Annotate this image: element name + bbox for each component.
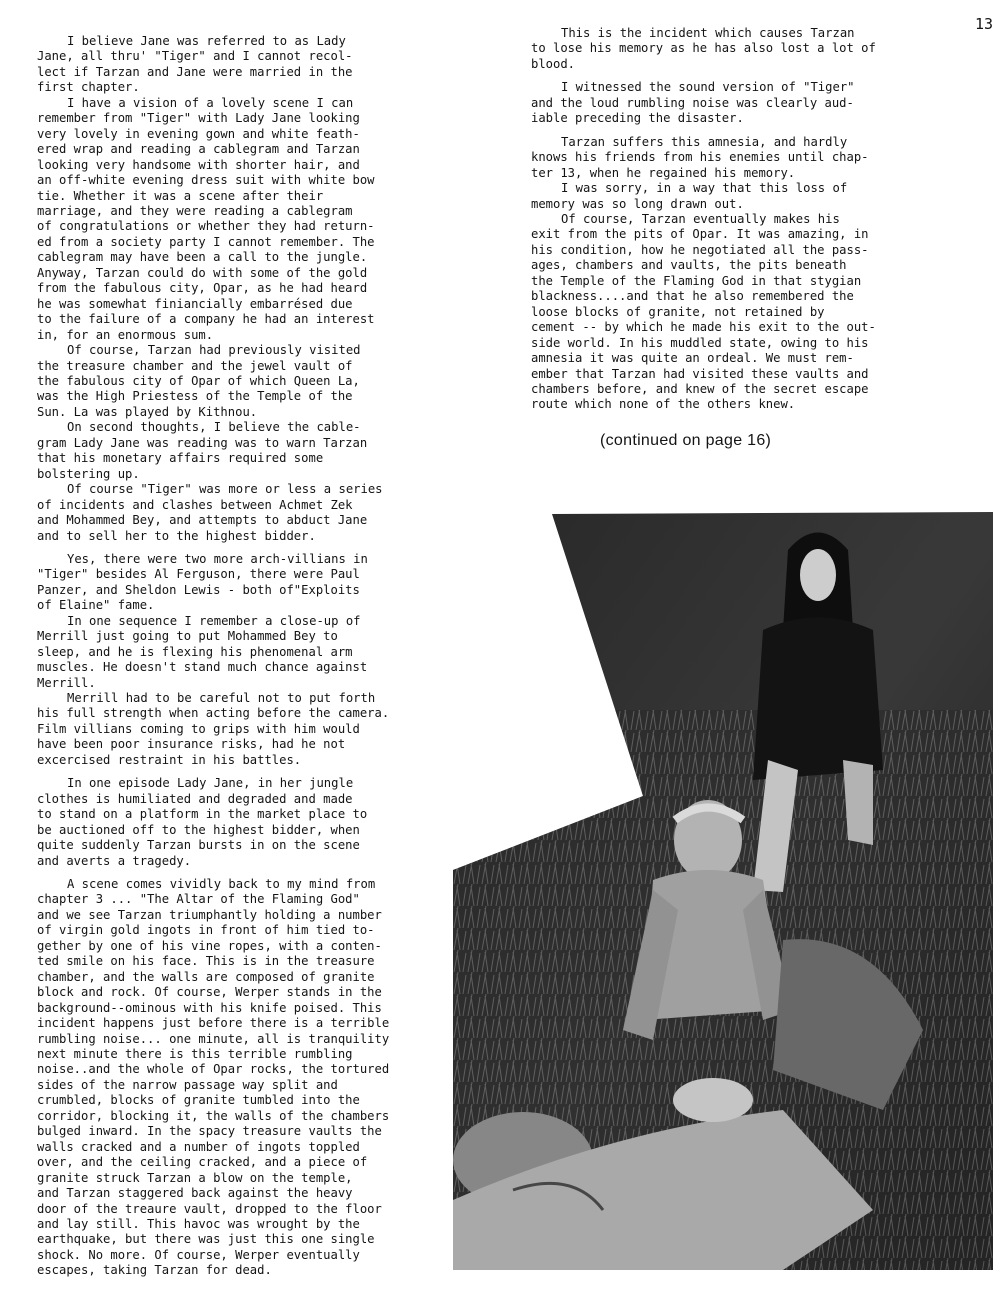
- paragraph: Of course "Tiger" was more or less a series of incidents and clashes between Achmet Zek and Mohammed Bey, and attempts to abduct Jane and to sell her to the highest bidder.: [37, 482, 383, 543]
- paragraph: This is the incident which causes Tarzan to lose his memory as he has also lost a lot of blood.: [531, 26, 876, 71]
- paragraph: On second thoughts, I believe the cable- gram Lady Jane was reading was to warn Tarzan that his monetary affairs required some bolstering up.: [37, 420, 368, 481]
- left-text-column: [37, 34, 417, 1279]
- paragraph: Yes, there were two more arch-villians in "Tiger" besides Al Ferguson, there were Paul Panzer, and Sheldon Lewis - both of"Exploits of Elaine" fame.: [37, 551, 368, 613]
- continued-note: (continued on page 16): [600, 432, 772, 449]
- paragraph: I have a vision of a lovely scene I can remember from "Tiger" with Lady Jane looking very lovely in evening gown and white feath- ered wrap and reading a cablegram and Tarzan looking very handsome with shorter hair, and an off-white evening dress suit with white bow tie. Whether it was a scene after their marriage, and they were reading a cablegram of congratulations or whether they had return- ed from a society party I cannot remember. The cablegram may have been a call to the jungle. Anyway, Tarzan could do with some of the gold from the fabulous city, Opar, as he had heard he was somewhat finiancially embarrésed due to the failure of a company he had an interest in, for an enormous sum.: [37, 95, 375, 342]
- paragraph: I witnessed the sound version of "Tiger" and the loud rumbling noise was clearly aud- iable preceding the disaster.: [531, 80, 855, 126]
- paragraph: I believe Jane was referred to as Lady Jane, all thru' "Tiger" and I cannot recol- lect if Tarzan and Jane were married in the first chapter.: [37, 34, 353, 95]
- paragraph: I was sorry, in a way that this loss of memory was so long drawn out.: [531, 181, 848, 211]
- right-text-column: [531, 26, 911, 413]
- page-number: 13: [975, 15, 994, 33]
- paragraph: In one episode Lady Jane, in her jungle clothes is humiliated and degraded and made to stand on a platform in the market place to be auctioned off to the highest bidder, when quite suddenly Tarzan bursts in on the scene and averts a tragedy.: [37, 776, 368, 868]
- film-still-photo: [453, 510, 995, 1272]
- paragraph: Merrill had to be careful not to put forth his full strength when acting before the camera. Film villians coming to grips with him would have been poor insurance risks, had he not excercised restraint in his battles.: [37, 691, 390, 767]
- paragraph: Of course, Tarzan eventually makes his exit from the pits of Opar. It was amazing, in his condition, how he negotiated all the pass- ages, chambers and vaults, the pits beneath the Temple of the Flaming God in that stygian blackness....and that he also remembered the loose blocks of granite, not retained by cement -- by which he made his exit to the out- side world. In his muddled state, owing to his amnesia it was quite an ordeal. We must rem- ember that Tarzan had visited these vaults and chambers before, and knew of the secret escape route which none of the others knew.: [531, 211, 876, 412]
- paragraph: Of course, Tarzan had previously visited the treasure chamber and the jewel vault of the fabulous city of Opar of which Queen La, was the High Priestess of the Temple of the Sun. La was played by Kithnou.: [37, 343, 361, 419]
- paragraph: A scene comes vividly back to my mind from chapter 3 ... "The Altar of the Flaming God" and we see Tarzan triumphantly holding a number of virgin gold ingots in front of him tied to- gether by one of his vine ropes, with a conten- ted smile on his face. This is in the treasure chamber, and the walls are composed of granite block and rock. Of course, Werper stands in the background--ominous with his knife poised. This incident happens just before there is a terrible rumbling noise... one minute, all is tranquility next minute there is this terrible rumbling noise..and the whole of Opar rocks, the tortured sides of the narrow passage way split and crumbled, blocks of granite tumbled into the corridor, blocking it, the walls of the chambers bulged inward. In the spacy treasure vaults the walls cracked and a number of ingots toppled over, and the ceiling cracked, and a piece of granite struck Tarzan a blow on the temple, and Tarzan staggered back against the heavy door of the treaure vault, dropped to the floor and lay still. This havoc was wrought by the earthquake, but there was just this one single shock. No more. Of course, Werper eventually escapes, taking Tarzan for dead.: [37, 877, 390, 1278]
- paragraph: In one sequence I remember a close-up of Merrill just going to put Mohammed Bey to sleep, and he is flexing his phenomenal arm muscles. He doesn't stand much chance against Merrill.: [37, 613, 368, 690]
- paragraph: Tarzan suffers this amnesia, and hardly knows his friends from his enemies until chap- ter 13, when he regained his memory.: [531, 134, 869, 180]
